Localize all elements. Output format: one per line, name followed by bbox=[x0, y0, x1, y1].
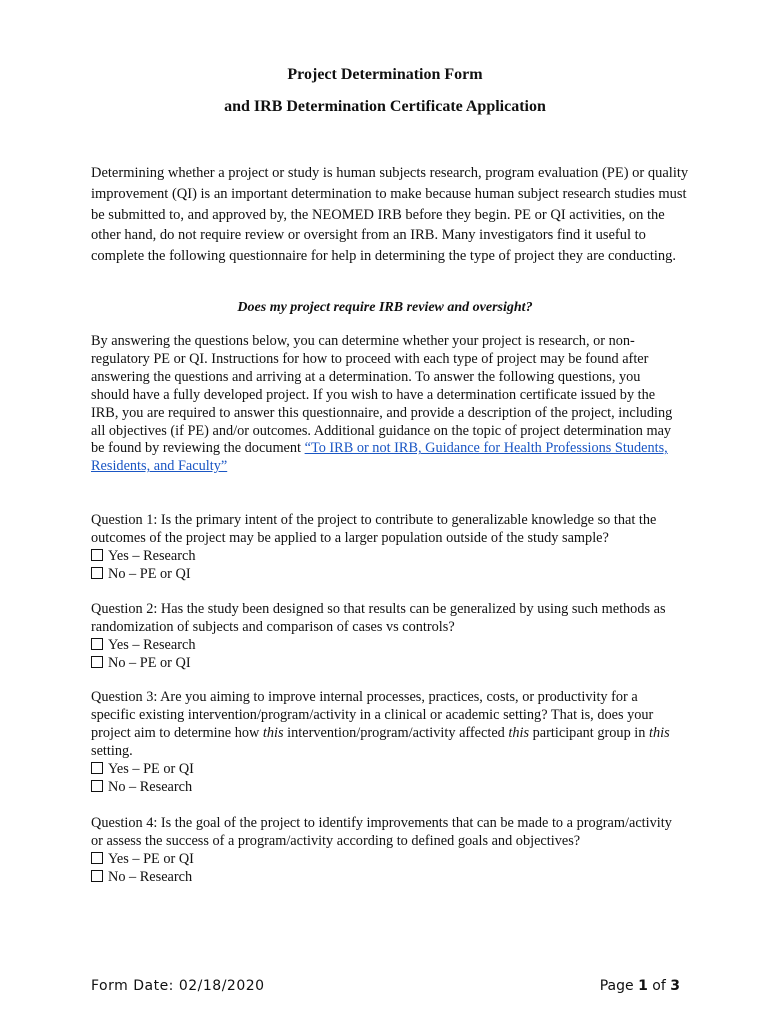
checkbox-icon[interactable] bbox=[91, 870, 103, 882]
checkbox-icon[interactable] bbox=[91, 852, 103, 864]
question-1-option-yes[interactable]: Yes – Research bbox=[91, 548, 681, 566]
question-4 bbox=[91, 815, 681, 887]
checkbox-icon[interactable] bbox=[91, 780, 103, 792]
section-heading: Does my project require IRB review and oversight? bbox=[237, 300, 533, 315]
checkbox-icon[interactable] bbox=[91, 567, 103, 579]
checkbox-icon[interactable] bbox=[91, 656, 103, 668]
instructions-text: By answering the questions below, you can determine whether your project is research, or non-regulatory PE or QI. Instructions for how to proceed with each type of project may be found after answering the questions and arriving at a determination. To answer the following questions, you should have a fully developed project. If you wish to have a determination certificate issued by the IRB, you are required to answer this questionnaire, and provide a description of the project, including all objectives (if PE) and/or outcomes. Additional guidance on the topic of project determination may be found by reviewing the document bbox=[91, 333, 673, 457]
instructions-paragraph bbox=[91, 333, 681, 476]
question-4-text: Question 4: Is the goal of the project to identify improvements that can be made to a program/activity or assess the success of a program/activity according to defined goals and objectives? bbox=[91, 815, 672, 849]
question-1 bbox=[91, 512, 681, 584]
question-1-option-no[interactable]: No – PE or QI bbox=[91, 566, 681, 584]
question-2-text: Question 2: Has the study been designed so that results can be generalized by using such methods as randomization of subjects and comparison of cases vs controls? bbox=[91, 601, 666, 635]
question-3-option-yes[interactable]: Yes – PE or QI bbox=[91, 761, 681, 779]
form-subtitle: and IRB Determination Certificate Application bbox=[224, 98, 546, 115]
question-3-text: Question 3: Are you aiming to improve internal processes, practices, costs, or productivity for a specific existing intervention/program/activity in a clinical or academic setting? That is, does your project aim to determine how this intervention/program/activity affected this participant group in this setting. bbox=[91, 689, 670, 759]
question-2 bbox=[91, 601, 681, 673]
question-4-option-yes[interactable]: Yes – PE or QI bbox=[91, 851, 681, 869]
question-2-option-no[interactable]: No – PE or QI bbox=[91, 655, 681, 673]
guidance-document-link[interactable]: “To IRB or not IRB, Guidance for Health Professions Students, Residents, and Faculty” bbox=[91, 440, 668, 475]
question-1-text: Question 1: Is the primary intent of the project to contribute to generalizable knowledge so that the outcomes of the project may be applied to a larger population outside of the study sample? bbox=[91, 512, 657, 546]
question-3 bbox=[91, 689, 681, 796]
form-title: Project Determination Form bbox=[287, 66, 483, 83]
form-date: Form Date: 02/18/2020 bbox=[91, 978, 265, 994]
checkbox-icon[interactable] bbox=[91, 549, 103, 561]
question-3-option-no[interactable]: No – Research bbox=[91, 779, 681, 797]
checkbox-icon[interactable] bbox=[91, 638, 103, 650]
checkbox-icon[interactable] bbox=[91, 762, 103, 774]
question-4-option-no[interactable]: No – Research bbox=[91, 869, 681, 887]
page-number: Page 1 of 3 bbox=[599, 978, 680, 994]
intro-paragraph: Determining whether a project or study is human subjects research, program evaluation (PE) or quality improvement (QI) is an important determination to make because human subject research studies must be submitted to, and approved by, the NEOMED IRB before they begin. PE or QI activities, on the other hand, do not require review or oversight from an IRB. Many investigators find it useful to complete the following questionnaire for help in determining the type of project they are conducting. bbox=[91, 165, 689, 265]
question-2-option-yes[interactable]: Yes – Research bbox=[91, 637, 681, 655]
